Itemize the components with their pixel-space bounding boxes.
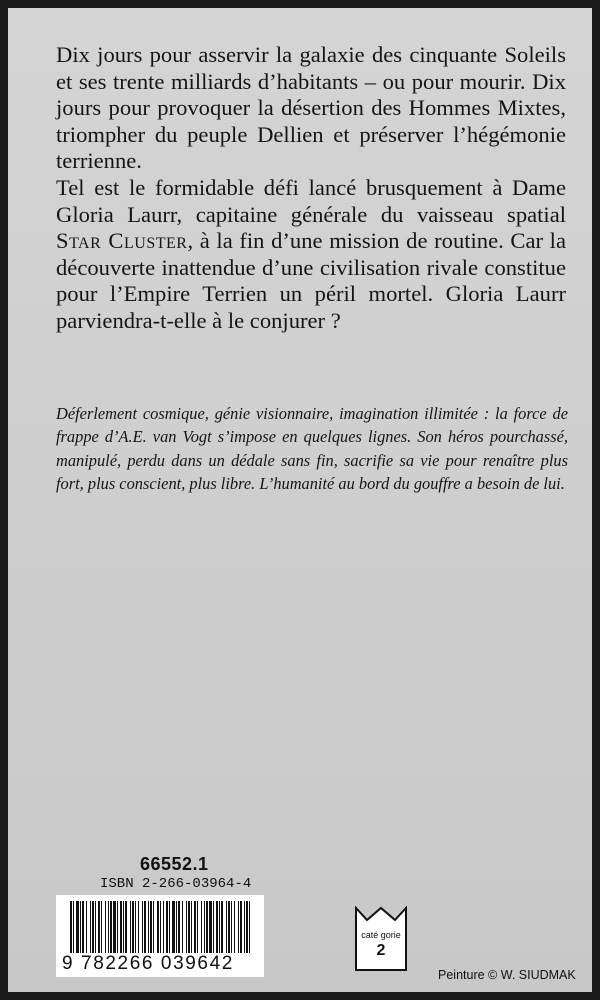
barcode-bar [226, 901, 227, 953]
barcode-bar [249, 901, 250, 953]
barcode-bar [113, 901, 116, 953]
category-number: 2 [376, 942, 386, 959]
barcode-bar [176, 901, 177, 953]
back-cover [8, 8, 592, 992]
barcode-bar [244, 901, 245, 953]
barcode-bar [82, 901, 84, 953]
barcode-bar [188, 901, 190, 953]
barcode-bar [123, 901, 124, 953]
barcode-bar [216, 901, 218, 953]
blurb-paragraph-1: Dix jours pour asservir la galaxie des cinquante Soleils et ses trente milliards d’habitants – ou pour mourir. Dix jours pour provoquer la désertion des Hommes Mixtes, triompher du peuple Dellien et préserver l’hégémonie terrienne. [56, 42, 566, 174]
barcode-bar [238, 901, 239, 953]
barcode-bar [240, 901, 242, 953]
barcode-bar [153, 901, 154, 953]
category-badge [353, 906, 409, 980]
barcode-bar [234, 901, 235, 953]
barcode-bar [80, 901, 81, 953]
barcode-bar [157, 901, 159, 953]
barcode-bar [105, 901, 106, 953]
barcode-bar [150, 901, 152, 953]
barcode-bar [138, 901, 139, 953]
barcode-bar [228, 901, 230, 953]
barcode-bar [219, 901, 220, 953]
barcode-bar [221, 901, 223, 953]
barcode-bar [191, 901, 192, 953]
barcode-bar [194, 901, 196, 953]
barcode-bar [178, 901, 180, 953]
barcode-bar [206, 901, 208, 953]
barcode-bar [246, 901, 248, 953]
barcode-bar [148, 901, 149, 953]
barcode-bar [213, 901, 214, 953]
barcode-digits: 9 782266 039642 [62, 953, 234, 974]
tagline-text: Déferlement cosmique, génie visionnaire, imagination illimitée : la force de frappe d’A.E. van Vogt s’impose en quelques lignes. Son héros pourchassé, manipulé, perdu dans un dédale sans fin, sacrifie sa vie pour renaître plus fort, plus conscient, plus libre. L’humanité au bord du gouffre a besoin de lui. [56, 404, 568, 494]
barcode-bar [204, 901, 205, 953]
barcode-bar [95, 901, 96, 953]
barcode-bar [86, 901, 87, 953]
ship-name: Star Cluster [56, 228, 188, 254]
barcode-bar [120, 901, 122, 953]
barcode-bar [90, 901, 91, 953]
barcode-bar [117, 901, 118, 953]
barcode-bar [110, 901, 112, 953]
barcode-bar [135, 901, 136, 953]
blurb-p2-start: Tel est le formidable défi lancé brusquement à Dame Gloria Laurr, capitaine générale du vaisseau spatial [56, 174, 566, 227]
barcode-bar [142, 901, 143, 953]
barcode-bar [73, 901, 74, 953]
barcode-bar [231, 901, 232, 953]
barcode-bar [172, 901, 175, 953]
isbn-number: ISBN 2-266-03964-4 [100, 876, 252, 892]
barcode-bar [132, 901, 134, 953]
barcode-icon [70, 901, 252, 953]
barcode-bar [169, 901, 170, 953]
barcode-bar [186, 901, 187, 953]
blurb-text [56, 42, 566, 335]
barcode-bar [70, 901, 72, 953]
barcode-bar [92, 901, 94, 953]
blurb-paragraph-2 [56, 175, 566, 335]
art-credit: Peinture © W. SIUDMAK [438, 968, 576, 982]
barcode-bar [163, 901, 164, 953]
barcode-bar [201, 901, 202, 953]
barcode-bar [160, 901, 161, 953]
barcode-bar [166, 901, 168, 953]
category-label: caté gorie [361, 930, 401, 940]
barcode-bar [101, 901, 102, 953]
barcode-bar [108, 901, 109, 953]
barcode-bar [76, 901, 79, 953]
barcode-bar [197, 901, 198, 953]
barcode-bar [130, 901, 131, 953]
barcode-bar [182, 901, 183, 953]
barcode-bar [98, 901, 100, 953]
barcode-bar [144, 901, 146, 953]
blurb-p2-end: , à la fin d’une mission de routine. Car la découverte inattendue d’une civilisation rivale constitue pour l’Empire Terrien un péril mortel. Gloria Laurr parviendra-t-elle à le conjurer ? [56, 228, 566, 333]
barcode-bar [209, 901, 212, 953]
barcode-label [56, 895, 264, 977]
barcode-bar [125, 901, 127, 953]
product-code: 66552.1 [140, 854, 209, 874]
